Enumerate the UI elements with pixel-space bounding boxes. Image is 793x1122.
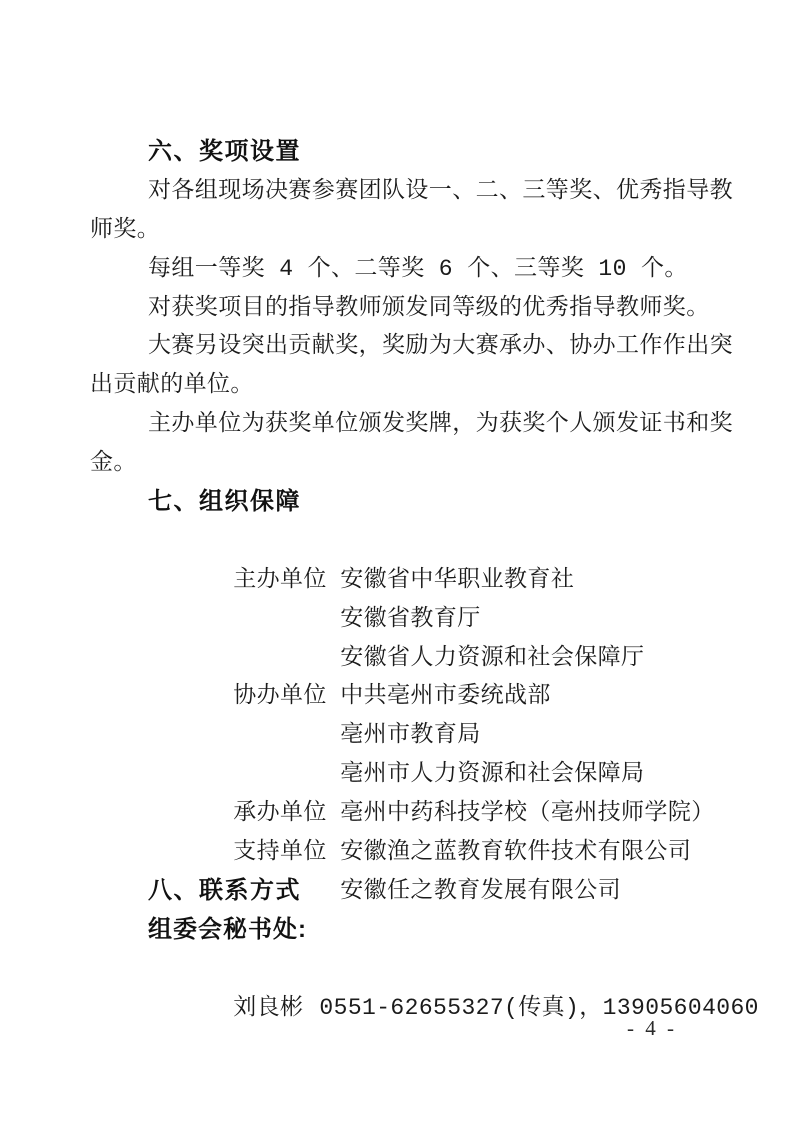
contact-line <box>90 950 759 1021</box>
org-name: 安徽省人力资源和社会保障厅 <box>340 644 645 671</box>
org-name: 亳州市人力资源和社会保障局 <box>340 761 645 788</box>
contact-name: 刘良彬 <box>233 994 304 1021</box>
org-role-label: 主办单位 <box>233 566 327 593</box>
org-name: 安徽省教育厅 <box>340 605 481 632</box>
org-role-label: 承办单位 <box>233 800 327 827</box>
document-content <box>90 133 759 1021</box>
section-8-heading: 八、联系方式 <box>148 876 301 904</box>
org-name: 中共亳州市委统战部 <box>340 683 551 710</box>
org-role-label: 支持单位 <box>233 839 327 866</box>
section-6-paragraph-line: 师奖。 <box>90 216 161 243</box>
org-row-host <box>90 522 715 593</box>
org-name: 安徽省中华职业教育社 <box>340 566 575 593</box>
org-name: 安徽任之教育发展有限公司 <box>340 877 622 904</box>
section-6-paragraph-line: 大赛另设突出贡献奖，奖励为大赛承办、协办工作作出突 <box>148 333 733 360</box>
section-6-paragraph-line: 对获奖项目的指导教师颁发同等级的优秀指导教师奖。 <box>148 294 710 321</box>
org-name: 亳州中药科技学校（亳州技师学院） <box>340 800 715 827</box>
org-name: 安徽渔之蓝教育软件技术有限公司 <box>340 839 692 866</box>
page-number: - 4 - <box>627 1016 677 1040</box>
section-6-paragraph-line: 出贡献的单位。 <box>90 372 254 399</box>
contact-phone: 0551-62655327(传真)，13905604060 <box>319 994 759 1021</box>
org-name: 亳州市教育局 <box>340 722 481 749</box>
section-6-paragraph-line: 每组一等奖 4 个、二等奖 6 个、三等奖 10 个。 <box>148 255 688 282</box>
section-6-paragraph-line: 主办单位为获奖单位颁发奖牌，为获奖个人颁发证书和奖 <box>148 411 733 438</box>
secretariat-label: 组委会秘书处: <box>148 915 307 943</box>
org-role-label: 协办单位 <box>233 683 327 710</box>
section-6-paragraph-line: 金。 <box>90 450 137 477</box>
section-7-heading: 七、组织保障 <box>148 488 301 516</box>
section-6-paragraph-line: 对各组现场决赛参赛团队设一、二、三等奖、优秀指导教 <box>148 177 733 204</box>
section-6-heading: 六、奖项设置 <box>148 138 301 165</box>
